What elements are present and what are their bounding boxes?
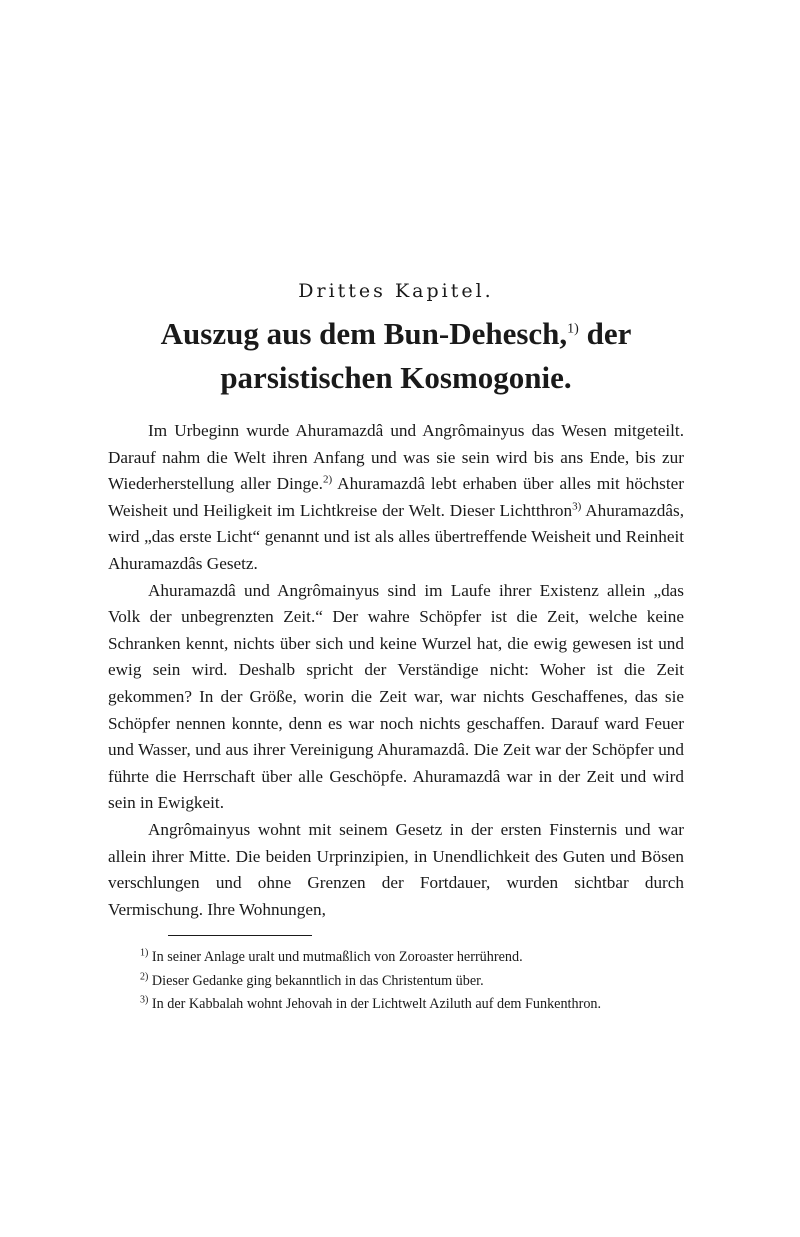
book-page <box>108 280 684 1017</box>
chapter-title-main: Auszug aus dem Bun-Dehesch, <box>160 316 568 351</box>
footnote-ref-1: 1) <box>567 321 579 337</box>
footnote-ref-2: 2) <box>322 473 333 486</box>
paragraph-1 <box>108 418 684 578</box>
body-text <box>108 418 684 923</box>
chapter-title <box>108 312 684 400</box>
footnote-mark-2: 2) <box>140 971 149 983</box>
footnote-2 <box>108 970 684 994</box>
paragraph-1-part-1: Im Urbeginn wurde Ahuramazdâ und Angrômainyus das Wesen mitgeteilt. Darauf nahm die Welt ihren Anfang und was sie sein wird bis ans Ende, bis zur Wiederherstellung aller Dinge. <box>108 421 684 494</box>
footnote-mark-3: 3) <box>140 994 149 1006</box>
chapter-label: Drittes Kapitel. <box>298 280 494 302</box>
paragraph-1-part-3: Ahuramazdâs, wird „das erste Licht“ genannt und ist als alles übertreffende Weisheit und Reinheit Ahuramazdâs Gesetz. <box>108 500 685 573</box>
footnote-text-1: In seiner Anlage uralt und mutmaßlich von Zoroaster herrührend. <box>148 949 523 966</box>
paragraph-3: Angrômainyus wohnt mit seinem Gesetz in der ersten Finsternis und war allein ihrer Mitte. Die beiden Urprinzipien, in Unendlichkeit des Guten und Bösen verschlungen und ohne Grenzen der Fortdauer, wurden sichtbar durch Vermischung. Ihre Wohnungen, <box>108 819 684 919</box>
footnote-text-3: In der Kabbalah wohnt Jehovah in der Lichtwelt Aziluth auf dem Funkenthron. <box>148 996 602 1013</box>
paragraph-2: Ahuramazdâ und Angrômainyus sind im Laufe ihrer Existenz allein „das Volk der unbegrenzten Zeit.“ Der wahre Schöpfer ist die Zeit, welche keine Schranken kennt, nichts über sich und keine Wurzel hat, die ewig gewesen ist und ewig sein wird. Deshalb spricht der Verständige nicht: Woher ist die Zeit gekommen? In der Größe, worin die Zeit war, war nichts Geschaffenes, das sie Schöpfer nennen konnte, denn es war noch nichts geschaffen. Darauf ward Feuer und Wasser, und aus ihrer Vereinigung Ahuramazdâ. Die Zeit war der Schöpfer und führte die Herrschaft über alle Geschöpfe. Ahuramazdâ war in der Zeit und wird sein in Ewigkeit. <box>108 580 684 813</box>
footnote-3 <box>108 993 684 1017</box>
paragraph-1-part-2: Ahuramazdâ lebt erhaben über alles mit höchster Weisheit und Heiligkeit im Lichtkreise der Welt. Dieser Lichtthron <box>108 474 684 520</box>
footnote-1 <box>108 946 684 970</box>
footnote-divider <box>168 935 312 936</box>
footnote-ref-3: 3) <box>572 500 582 513</box>
footnote-text-2: Dieser Gedanke ging bekanntlich in das Christentum über. <box>148 972 484 989</box>
footnote-mark-1: 1) <box>140 947 149 959</box>
footnotes <box>108 946 684 1017</box>
chapter-title-rest: der parsistischen Kosmogonie. <box>220 316 632 395</box>
